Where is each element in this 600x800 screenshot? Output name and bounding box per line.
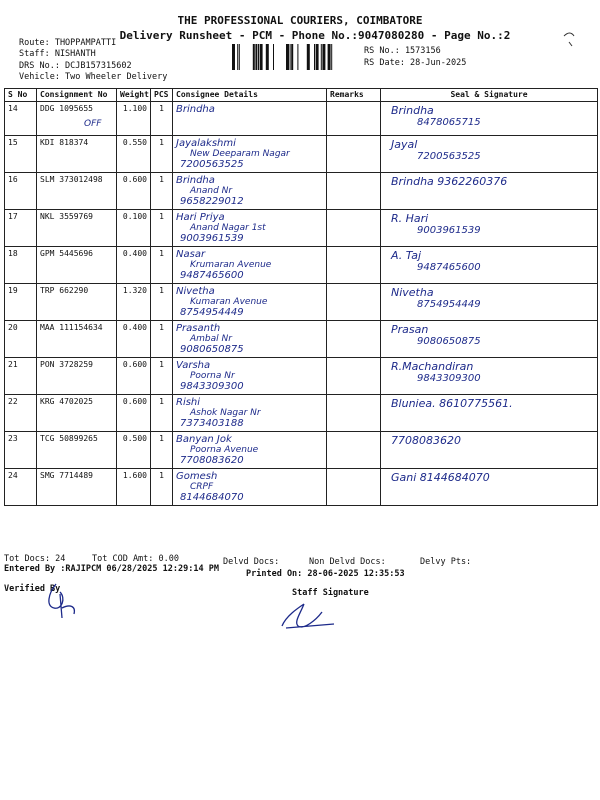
barcode-bar [237,44,238,70]
signature-line: 7708083620 [391,434,461,447]
row-remarks [327,136,381,173]
row-sno: 15 [5,136,37,173]
row-seal-signature [381,136,598,173]
row-remarks [327,173,381,210]
col-consignment: Consignment No [37,89,117,102]
consignee-line: Gomesh [176,471,218,482]
barcode-bar [331,44,332,70]
consignee-line: Anand Nr [190,186,233,196]
row-seal-signature [381,284,598,321]
row-weight: 0.400 [117,247,151,284]
consignee-line: 9843309300 [180,381,244,392]
row-weight: 1.100 [117,102,151,136]
row-consignment [37,102,117,136]
row-consignee [173,136,327,173]
table-row [5,247,598,284]
barcode-bar [266,44,269,70]
barcode-bar [260,44,263,70]
consignee-line: Poorna Nr [190,371,235,381]
row-pcs: 1 [151,173,173,210]
consignee-line: 9080650875 [180,344,244,355]
signature-line: Bluniea. 8610775561. [391,397,513,410]
signature-line: Brindha [391,104,434,117]
consignee-line: New Deeparam Nagar [190,149,290,159]
consignee-line: Poorna Avenue [190,445,259,455]
row-weight: 0.600 [117,358,151,395]
barcode-bar [253,44,255,70]
row-pcs: 1 [151,358,173,395]
row-sno: 24 [5,469,37,506]
drs-number: DRS No.: DCJB157315602 [19,61,132,71]
row-consignee [173,469,327,506]
non-delvd-docs: Non Delvd Docs: [309,557,386,567]
row-remarks [327,210,381,247]
table-row [5,432,598,469]
row-consignee [173,321,327,358]
table-row [5,136,598,173]
row-consignee [173,247,327,284]
barcode-bar [286,44,289,70]
barcode-bar [322,44,325,70]
consignee-line: 8754954449 [180,307,244,318]
table-row [5,102,598,136]
row-consignment: SMG 7714489 [37,469,117,506]
table-row [5,358,598,395]
table-row [5,210,598,247]
consignee-line: Jayalakshmi [176,138,236,149]
consignee-line: Brindha [176,175,215,186]
table-row [5,469,598,506]
row-sno: 16 [5,173,37,210]
signature-line: R.Machandiran [391,360,474,373]
row-pcs: 1 [151,469,173,506]
verified-by: Verified By [4,584,61,594]
row-consignee [173,102,327,136]
row-seal-signature [381,173,598,210]
table-row [5,284,598,321]
row-weight: 0.600 [117,173,151,210]
row-consignment: MAA 111154634 [37,321,117,358]
verifier-signature-icon [40,578,90,624]
consignee-line: Prasanth [176,323,221,334]
consignee-line: Ashok Nagar Nr [190,408,261,418]
barcode-bar [273,44,274,70]
table-row [5,173,598,210]
corner-mark-icon [560,26,580,50]
rs-number: RS No.: 1573156 [364,46,441,56]
signature-line: Prasan [391,323,429,336]
row-seal-signature [381,469,598,506]
signature-line: 9487465600 [417,262,481,273]
consignee-line: Kumaran Avenue [190,297,268,307]
row-consignee [173,210,327,247]
consignee-line: Nasar [176,249,206,260]
row-sno: 21 [5,358,37,395]
row-seal-signature [381,358,598,395]
signature-line: 7200563525 [417,151,481,162]
consignee-line: Banyan Jok [176,434,232,445]
row-sno: 18 [5,247,37,284]
consignee-line: CRPF [190,482,214,492]
runsheet-subtitle: Delivery Runsheet - PCM - Phone No.:9047080280 - Page No.:2 [119,29,511,42]
consignee-line: Anand Nagar 1st [190,223,266,233]
signature-line: 9080650875 [417,336,481,347]
row-consignment: KRG 4702025 [37,395,117,432]
col-consignee: Consignee Details [173,89,327,102]
row-remarks [327,395,381,432]
row-weight: 0.100 [117,210,151,247]
signature-line: A. Taj [391,249,422,262]
row-pcs: 1 [151,432,173,469]
row-consignment: PON 3728259 [37,358,117,395]
tot-docs: Tot Docs: 24 [4,554,66,564]
signature-line: Nivetha [391,286,434,299]
row-seal-signature [381,432,598,469]
row-remarks [327,469,381,506]
signature-line: 8478065715 [417,117,481,128]
row-weight: 1.320 [117,284,151,321]
consignee-line: Varsha [176,360,211,371]
consignee-line: 9487465600 [180,270,244,281]
barcode-bar [290,44,291,70]
table-header-row [5,89,598,102]
signature-line: Brindha 9362260376 [391,175,508,188]
row-consignee [173,395,327,432]
row-pcs: 1 [151,321,173,358]
signature-line: 9843309300 [417,373,481,384]
consignee-line: 8144684070 [180,492,244,503]
consignee-line: 7373403188 [180,418,244,429]
vehicle-label: Vehicle: Two Wheeler Delivery [19,72,168,82]
row-consignee [173,432,327,469]
barcode-bar [297,44,298,70]
row-consignment: KDI 818374 [37,136,117,173]
barcode-bar [328,44,331,70]
row-sno: 14 [5,102,37,136]
row-weight: 1.600 [117,469,151,506]
row-remarks [327,358,381,395]
consignee-line: Hari Priya [176,212,225,223]
row-consignment: GPM 5445696 [37,247,117,284]
barcode-bar [316,44,319,70]
barcode-bar [321,44,322,70]
row-consignee [173,284,327,321]
barcode-bar [291,44,293,70]
rs-date: RS Date: 28-Jun-2025 [364,58,467,68]
staff-label: Staff: NISHANTH [19,49,96,59]
row-sno: 22 [5,395,37,432]
row-remarks [327,432,381,469]
barcode-bar [232,44,235,70]
col-remarks: Remarks [327,89,381,102]
row-remarks [327,102,381,136]
row-consignment-text: DDG 1095655 [40,104,93,113]
runsheet-table [4,88,598,506]
row-sno: 20 [5,321,37,358]
delvy-pts: Delvy Pts: [420,557,472,567]
barcode-bar [239,44,240,70]
row-sno: 19 [5,284,37,321]
signature-line: Gani 8144684070 [391,471,490,484]
row-weight: 0.550 [117,136,151,173]
row-seal-signature [381,321,598,358]
row-sno: 17 [5,210,37,247]
consignee-line: 9003961539 [180,233,244,244]
signature-line: R. Hari [391,212,429,225]
consignee-line: Brindha [176,104,215,115]
route-label: Route: THOPPAMPATTI [19,38,117,48]
row-consignment: TRP 662290 [37,284,117,321]
row-seal-signature [381,102,598,136]
consignee-line: Rishi [176,397,201,408]
consignee-line: 7200563525 [180,159,244,170]
printed-on: Printed On: 28-06-2025 12:35:53 [246,569,405,579]
barcode-bar [258,44,259,70]
row-seal-signature [381,247,598,284]
row-note: OFF [84,119,102,129]
tot-cod: Tot COD Amt: 0.00 [92,554,179,564]
row-weight: 0.500 [117,432,151,469]
barcode-bar [307,44,310,70]
row-seal-signature [381,395,598,432]
company-title: THE PROFESSIONAL COURIERS, COIMBATORE [177,14,423,27]
row-weight: 0.600 [117,395,151,432]
barcode-icon [232,44,358,70]
row-consignment: NKL 3559769 [37,210,117,247]
row-pcs: 1 [151,136,173,173]
row-consignment: SLM 373012498 [37,173,117,210]
consignee-line: Nivetha [176,286,215,297]
row-pcs: 1 [151,284,173,321]
table-row [5,321,598,358]
consignee-line: 9658229012 [180,196,244,207]
col-sno: S No [5,89,37,102]
col-pcs: PCS [151,89,173,102]
barcode-bar [314,44,315,70]
table-row [5,395,598,432]
barcode-bar [255,44,257,70]
entered-by: Entered By :RAJIPCM 06/28/2025 12:29:14 PM [4,564,219,574]
row-weight: 0.400 [117,321,151,358]
row-pcs: 1 [151,102,173,136]
row-pcs: 1 [151,395,173,432]
staff-signature-icon [276,598,338,632]
row-seal-signature [381,210,598,247]
row-pcs: 1 [151,247,173,284]
consignee-line: 7708083620 [180,455,244,466]
row-consignee [173,173,327,210]
row-sno: 23 [5,432,37,469]
row-remarks [327,247,381,284]
row-remarks [327,284,381,321]
signature-line: 8754954449 [417,299,481,310]
staff-signature-label: Staff Signature [292,588,369,598]
col-seal: Seal & Signature [381,89,598,102]
signature-line: Jayal [391,138,418,151]
row-consignment: TCG 50899265 [37,432,117,469]
row-remarks [327,321,381,358]
consignee-line: Krumaran Avenue [190,260,272,270]
row-consignee [173,358,327,395]
consignee-line: Ambal Nr [190,334,232,344]
signature-line: 9003961539 [417,225,481,236]
delvd-docs: Delvd Docs: [223,557,280,567]
col-weight: Weight [117,89,151,102]
row-pcs: 1 [151,210,173,247]
